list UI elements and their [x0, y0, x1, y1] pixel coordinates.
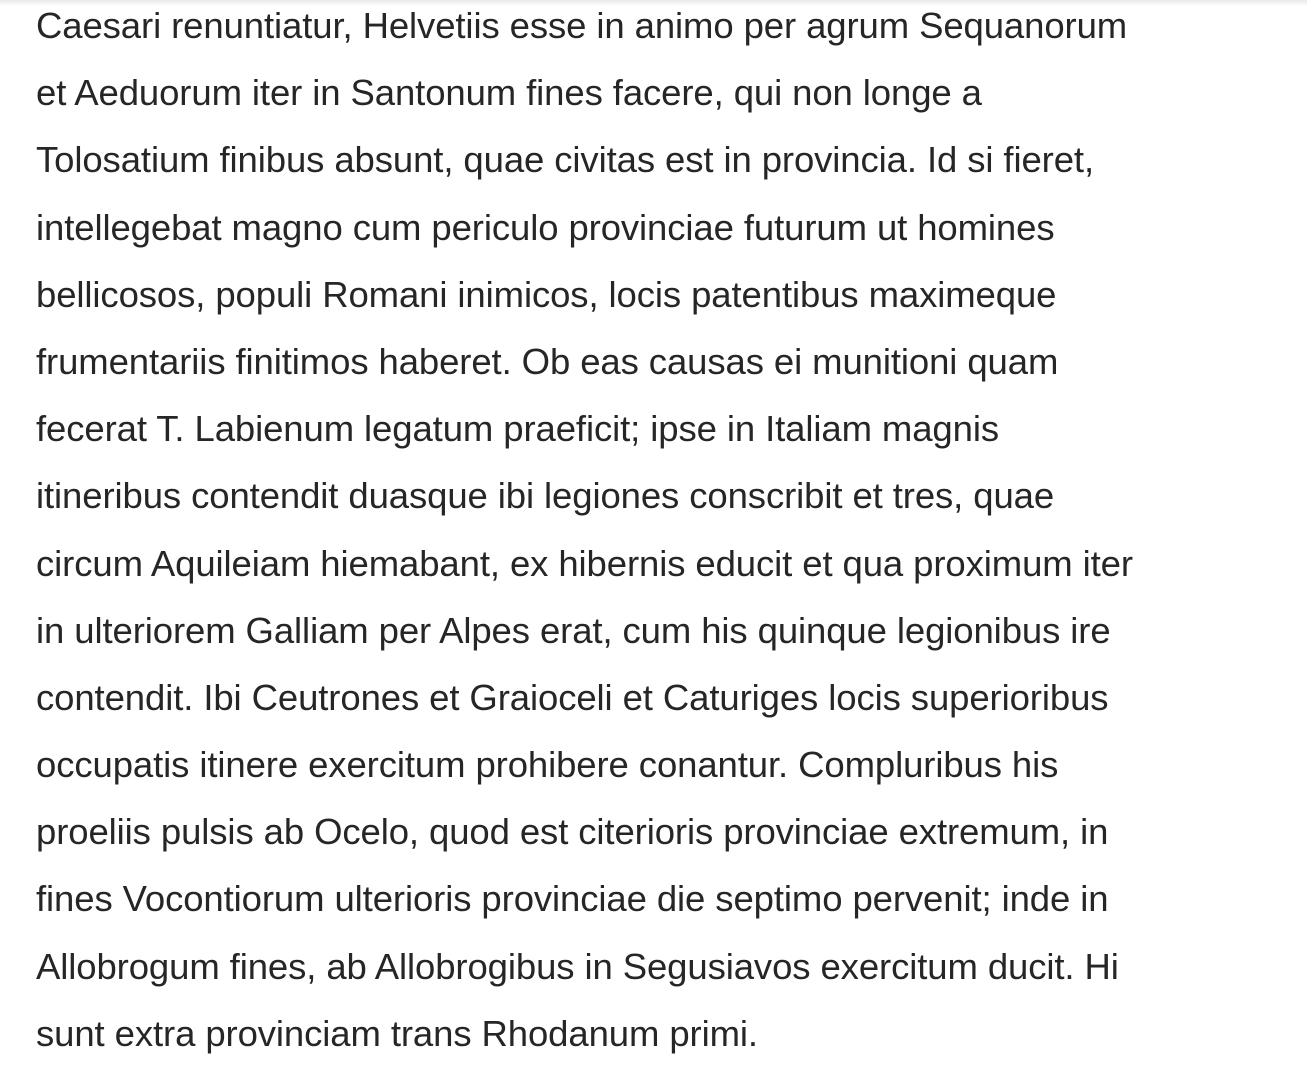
text-line: sunt extra provinciam trans Rhodanum primi. [36, 1012, 758, 1054]
text-line: Tolosatium finibus absunt, quae civitas est in provincia. Id si fieret, [36, 139, 1095, 181]
text-line: intellegebat magno cum periculo provinciae futurum ut homines [36, 206, 1055, 248]
latin-paragraph [36, 0, 1301, 1075]
text-line: occupatis itinere exercitum prohibere conantur. Compluribus his [36, 744, 1059, 786]
text-line: proeliis pulsis ab Ocelo, quod est citerioris provinciae extremum, in [36, 811, 1109, 853]
text-line: circum Aquileiam hiemabant, ex hibernis educit et qua proximum iter [36, 542, 1133, 584]
text-line: Caesari renuntiatur, Helvetiis esse in animo per agrum Sequanorum [36, 5, 1128, 46]
text-line: contendit. Ibi Ceutrones et Graioceli et Caturiges locis superioribus [36, 676, 1109, 718]
text-line: et Aeduorum iter in Santonum fines facere, qui non longe a [36, 72, 982, 114]
text-line: Allobrogum fines, ab Allobrogibus in Segusiavos exercitum ducit. Hi [36, 945, 1119, 987]
text-line: in ulteriorem Galliam per Alpes erat, cum his quinque legionibus ire [36, 609, 1111, 651]
text-line: fines Vocontiorum ulterioris provinciae die septimo pervenit; inde in [36, 878, 1109, 920]
text-line: itineribus contendit duasque ibi legiones conscribit et tres, quae [36, 475, 1055, 517]
text-line: fecerat T. Labienum legatum praeficit; ipse in Italiam magnis [36, 408, 999, 450]
text-line: frumentariis finitimos haberet. Ob eas causas ei munitioni quam [36, 340, 1059, 382]
text-line: bellicosos, populi Romani inimicos, locis patentibus maximeque [36, 273, 1057, 315]
